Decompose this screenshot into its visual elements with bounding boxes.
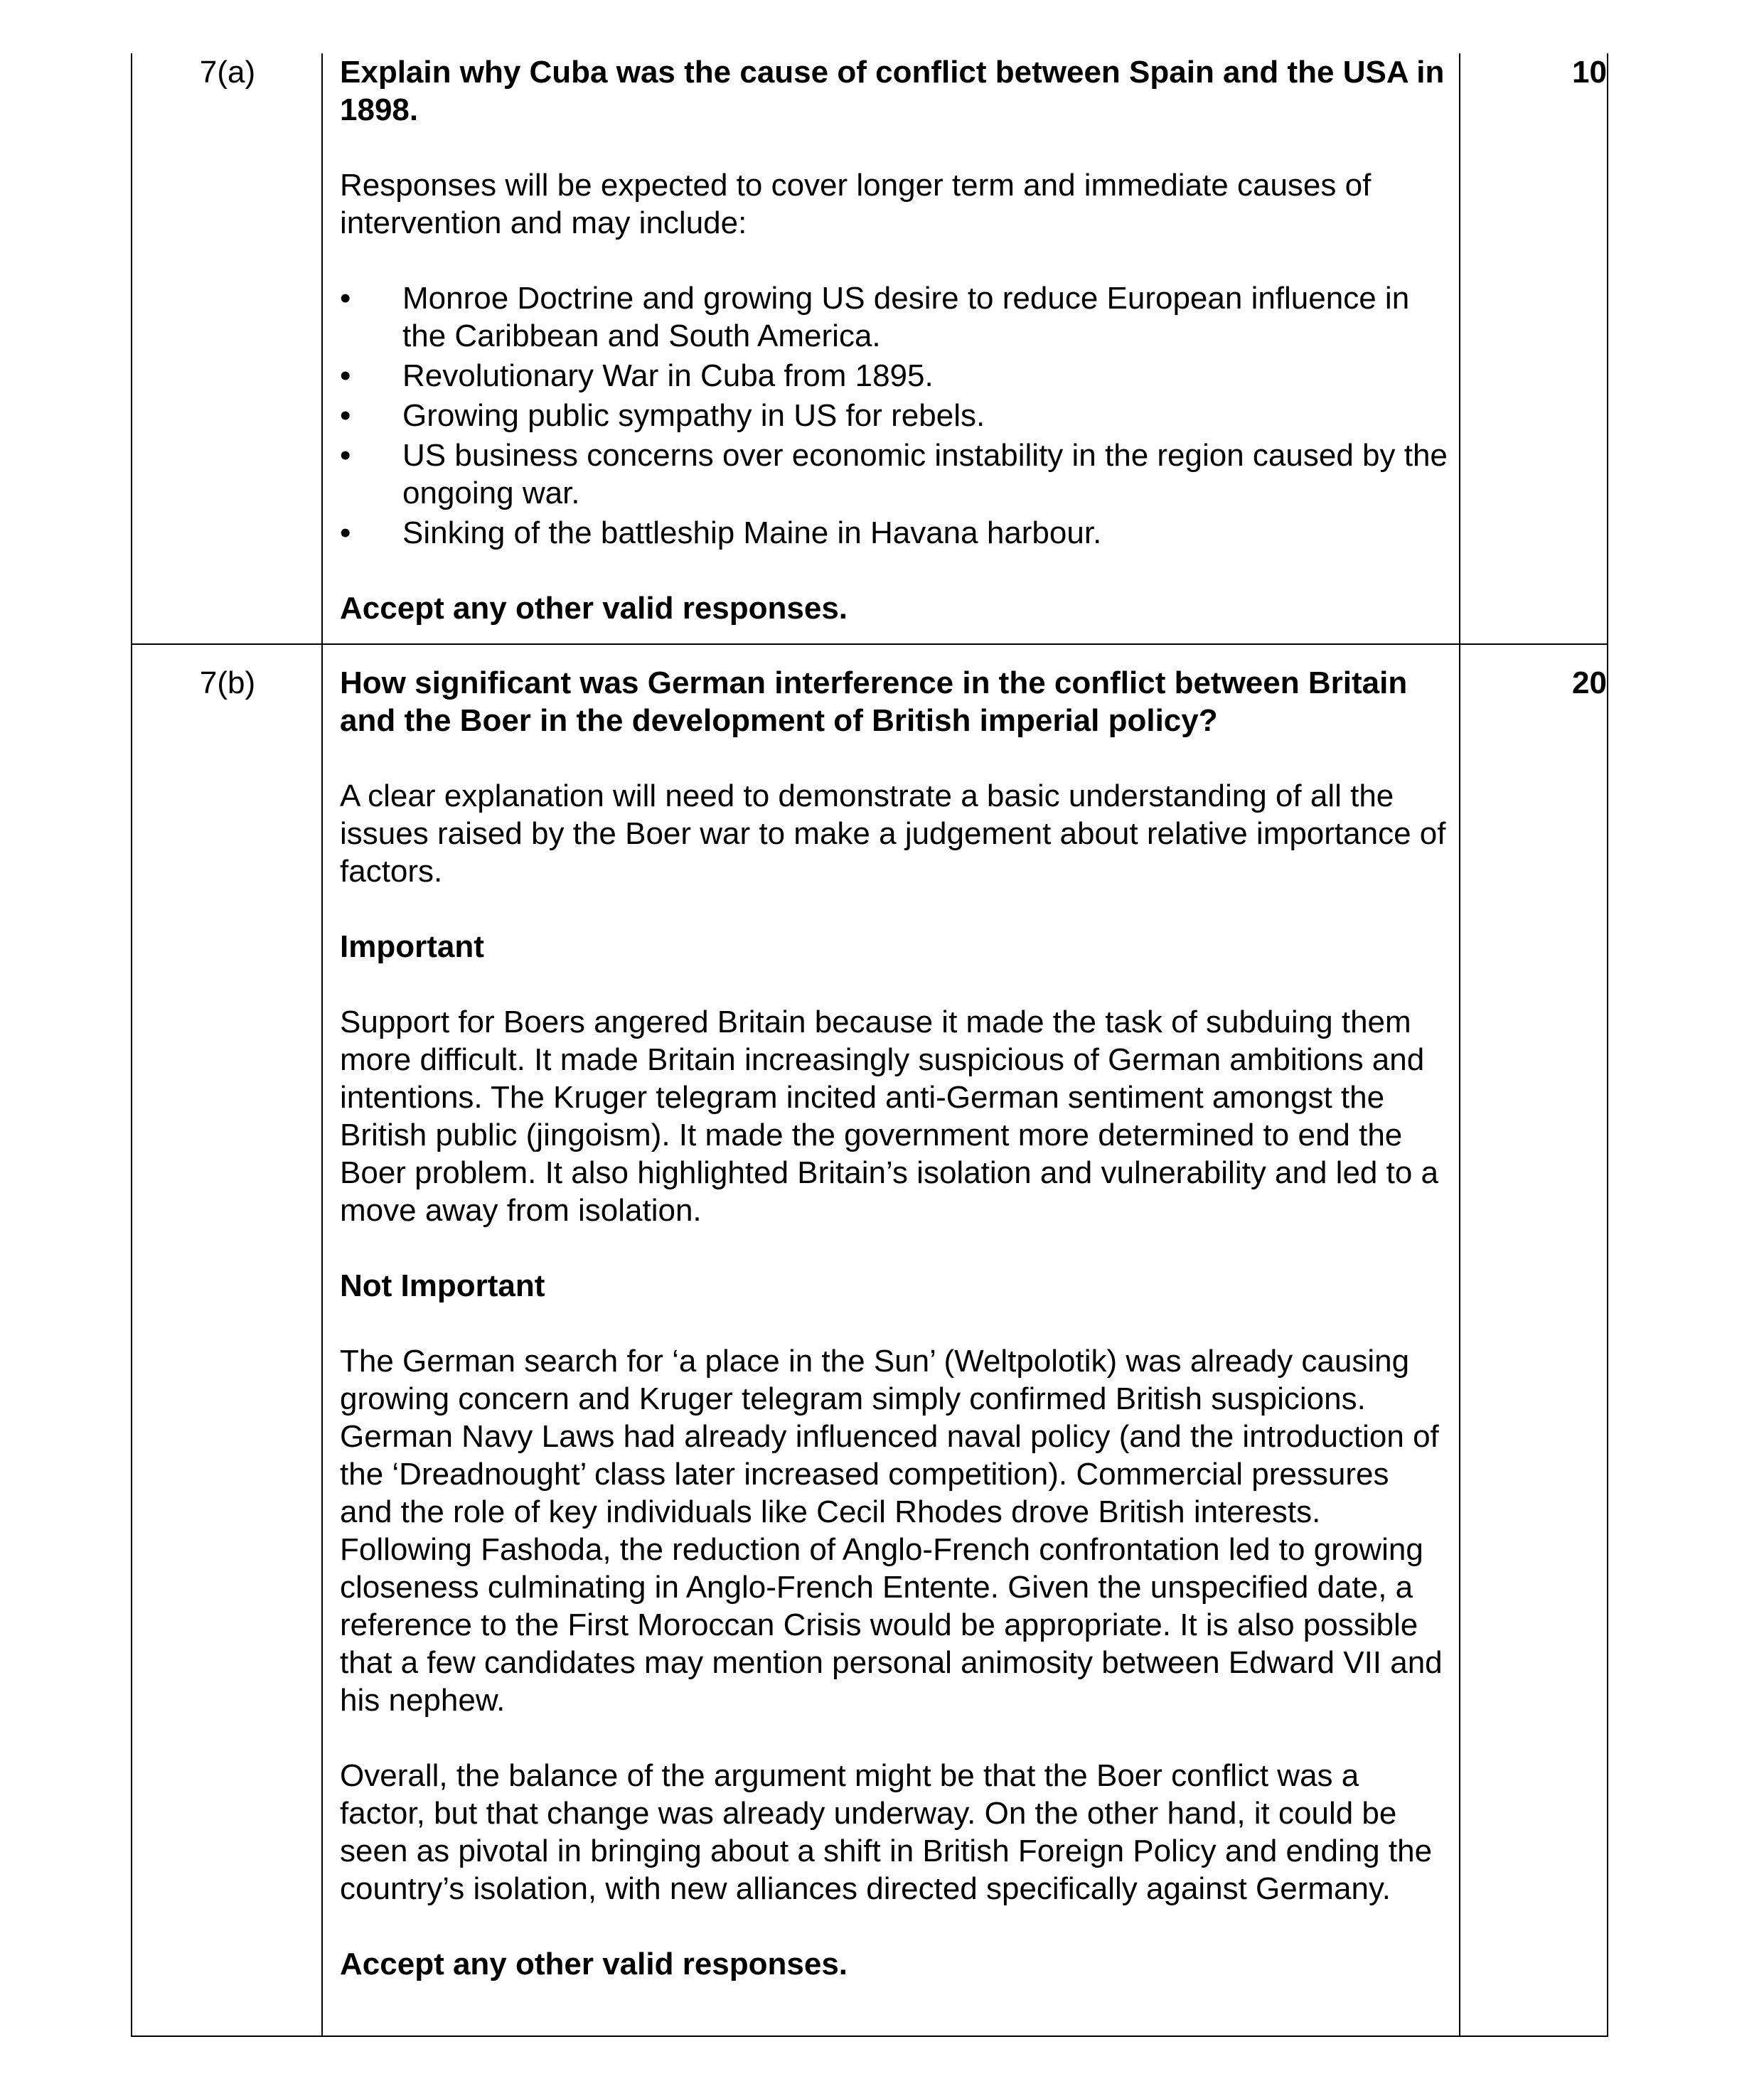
question-marks: 20	[1572, 665, 1607, 700]
indicative-content-list	[340, 279, 1449, 552]
column-divider-marks	[1459, 53, 1460, 2035]
list-item: • Sinking of the battleship Maine in Havana harbour.	[340, 514, 1449, 552]
closing-note: Accept any other valid responses.	[340, 1947, 848, 1981]
row-divider	[132, 643, 1607, 645]
question-number: 7(b)	[199, 665, 256, 700]
question-number: 7(a)	[199, 55, 256, 90]
list-item: • Revolutionary War in Cuba from 1895.	[340, 357, 1449, 395]
list-item: • US business concerns over economic instability in the region caused by the ongoing war.	[340, 437, 1449, 512]
section-heading-not-important: Not Important	[340, 1268, 545, 1303]
list-item: • Growing public sympathy in US for rebels.	[340, 397, 1449, 434]
mark-scheme-table	[131, 53, 1608, 2037]
closing-note: Accept any other valid responses.	[340, 591, 848, 626]
question-text: Explain why Cuba was the cause of conflict between Spain and the USA in 1898.	[340, 55, 1445, 127]
list-item: • Monroe Doctrine and growing US desire to reduce European influence in the Caribbean and South America.	[340, 279, 1449, 355]
guidance-intro: A clear explanation will need to demonstrate a basic understanding of all the issues raised by the Boer war to make a judgement about relative importance of factors.	[340, 779, 1446, 889]
question-marks: 10	[1572, 55, 1607, 90]
section-heading-important: Important	[340, 929, 484, 964]
column-divider-number	[321, 53, 323, 2035]
question-7a-content	[340, 53, 1449, 627]
question-7b-content	[340, 664, 1449, 1983]
section-text-important: Support for Boers angered Britain because it made the task of subduing them more difficult. It made Britain increasingly suspicious of German ambitions and intentions. The Kruger telegram incited anti-German sentiment amongst the British public (jingoism). It made the government more determined to end the Boer problem. It also highlighted Britain’s isolation and vulnerability and led to a move away from isolation.	[340, 1005, 1439, 1228]
section-text-not-important: The German search for ‘a place in the Sun’ (Weltpolotik) was already causing growing concern and Kruger telegram simply confirmed British suspicions. German Navy Laws had already influenced naval policy (and the introduction of the ‘Dreadnought’ class later increased competition). Commercial pressures and the role of key individuals like Cecil Rhodes drove British interests. Following Fashoda, the reduction of Anglo-French confrontation led to growing closeness culminating in Anglo-French Entente. Given the unspecified date, a reference to the First Moroccan Crisis would be appropriate. It is also possible that a few candidates may mention personal animosity between Edward VII and his nephew.	[340, 1344, 1443, 1718]
guidance-intro: Responses will be expected to cover longer term and immediate causes of intervention and may include:	[340, 168, 1372, 240]
question-text: How significant was German interference in the conflict between Britain and the Boer in the development of British imperial policy?	[340, 665, 1408, 738]
section-text-overall: Overall, the balance of the argument might be that the Boer conflict was a factor, but that change was already underway. On the other hand, it could be seen as pivotal in bringing about a shift in British Foreign Policy and ending the country’s isolation, with new alliances directed specifically against Germany.	[340, 1758, 1433, 1906]
